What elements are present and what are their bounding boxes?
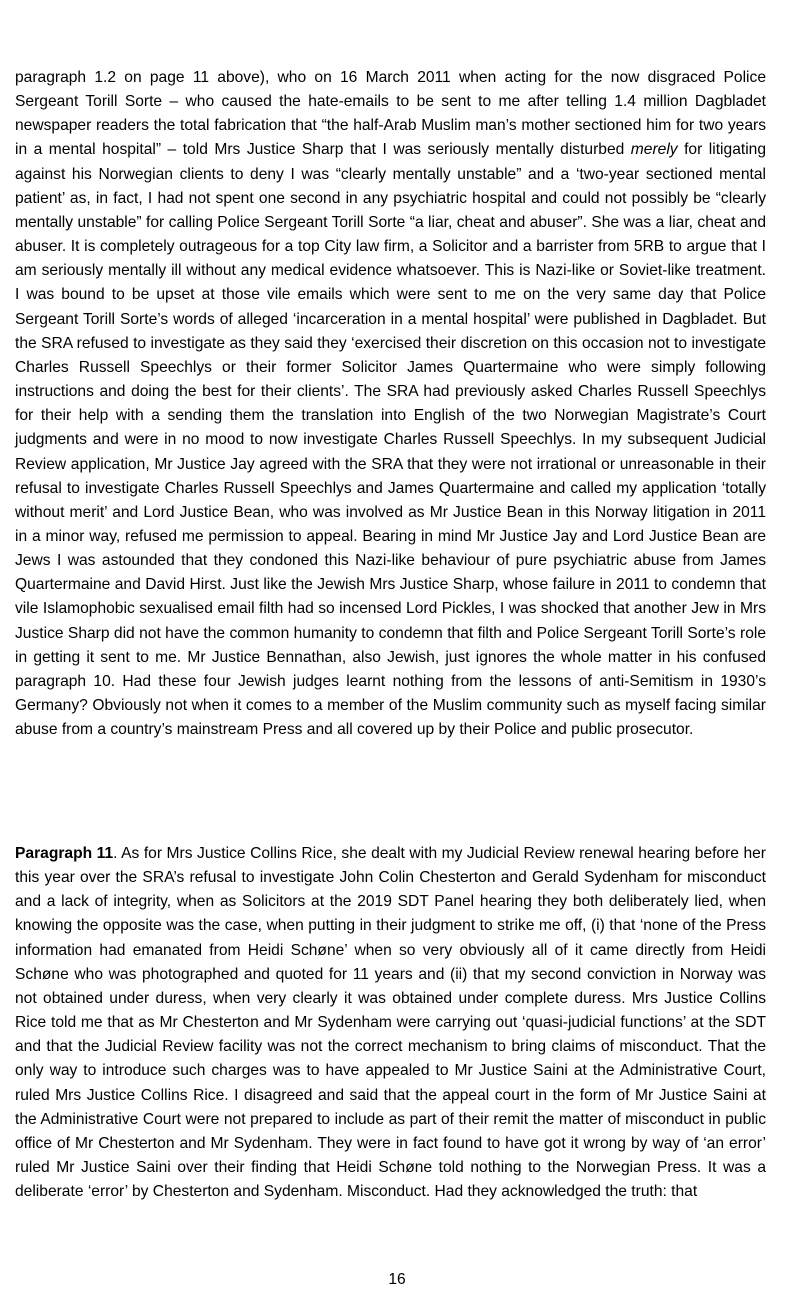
paragraph-text: . As for Mrs Justice Collins Rice, she dealt with my Judicial Review renewal hearing before her this year over the SRA’s refusal to investigate John Colin Chesterton and Gerald Sydenham for misconduct and a lack of integrity, when as Solicitors at the 2019 SDT Panel hearing they both deliberately lied, when knowing the opposite was the case, when putting in their judgment to strike me off, (i) that ‘none of the Press information had emanated from Heidi Schøne’ when so very obviously all of it came directly from Heidi Schøne who was photographed and quoted for 11 years and (ii) that my second conviction in Norway was not obtained under duress, when very clearly it was obtained under complete duress. Mrs Justice Collins Rice told me that as Mr Chesterton and Mr Sydenham were carrying out ‘quasi-judicial functions’ at the SDT and that the Judicial Review facility was not the correct mechanism to bring claims of misconduct. That the only way to introduce such charges was to have appealed to Mr Justice Saini at the Administrative Court, ruled Mrs Justice Collins Rice. I disagreed and said that the appeal court in the form of Mr Justice Saini at the Administrative Court were not prepared to include as part of their remit the matter of misconduct in public office of Mr Chesterton and Mr Sydenham. They were in fact found to have got it wrong by way of ‘an error’ ruled Mr Justice Saini over their finding that Heidi Schøne told nothing to the Norwegian Press. It was a deliberate ‘error’ by Chesterton and Sydenham. Misconduct. Had they acknowledged the truth: that xyxy=(15,845,767,1201)
body-paragraph xyxy=(15,66,766,742)
paragraph-text: paragraph 1.2 on page 11 above), who on 16 March 2011 when acting for the now disgraced Police Sergeant Torill Sorte – who caused the hate-emails to be sent to me after telling 1.4 million Dagbladet newspaper readers the total fabrication that “the half-Arab Muslim man’s mother sectioned him for two years in a mental hospital” – told Mrs Justice Sharp that I was seriously mentally disturbed xyxy=(15,69,766,159)
body-paragraph xyxy=(15,842,766,1204)
emphasis-text: merely xyxy=(630,141,678,159)
paragraph-text: for litigating against his Norwegian clients to deny I was “clearly mentally unstable” and a ‘two-year sectioned mental patient’ as, in fact, I had not spent one second in any psychiatric hospital and could not possibly be “clearly mentally unstable” for calling Police Sergeant Torill Sorte “a liar, cheat and abuser”. She was a liar, cheat and abuser. It is completely outrageous for a top City law firm, a Solicitor and a barrister from 5RB to argue that I am seriously mentally ill without any medical evidence whatsoever. This is Nazi-like or Soviet-like treatment. I was bound to be upset at those vile emails which were sent to me on the very same day that Police Sergeant Torill Sorte’s words of alleged ‘incarceration in a mental hospital’ were published in Dagbladet. But the SRA refused to investigate as they said they ‘exercised their discretion on this occasion not to investigate Charles Russell Speechlys or their former Solicitor James Quartermaine who were simply following instructions and doing the best for their clients’. The SRA had previously asked Charles Russell Speechlys for their help with a sending them the translation into English of the two Norwegian Magistrate’s Court judgments and were in no mood to now investigate Charles Russell Speechlys. In my subsequent Judicial Review application, Mr Justice Jay agreed with the SRA that they were not irrational or unreasonable in their refusal to investigate Charles Russell Speechlys and James Quartermaine and called my application ‘totally without merit’ and Lord Justice Bean, who was involved as Mr Justice Bean in this Norway litigation in 2011 in a minor way, refused me permission to appeal. Bearing in mind Mr Justice Jay and Lord Justice Bean are Jews I was astounded that they condoned this Nazi-like behaviour of pure psychiatric abuse from James Quartermaine and David Hirst. Just like the Jewish Mrs Justice Sharp, whose failure in 2011 to condemn that vile Islamophobic sexualised email filth had so incensed Lord Pickles, I was shocked that another Jew in Mrs Justice Sharp did not have the common humanity to condemn that filth and Police Sergeant Torill Sorte’s role in getting it sent to me. Mr Justice Bennathan, also Jewish, just ignores the whole matter in his confused paragraph 10. Had these four Jewish judges learnt nothing from the lessons of anti-Semitism in 1930’s Germany? Obviously not when it comes to a member of the Muslim community such as myself facing similar abuse from a country’s mainstream Press and all covered up by their Police and public prosecutor. xyxy=(15,141,767,739)
paragraph-heading: Paragraph 11 xyxy=(15,845,114,862)
page-number: 16 xyxy=(388,1271,406,1288)
